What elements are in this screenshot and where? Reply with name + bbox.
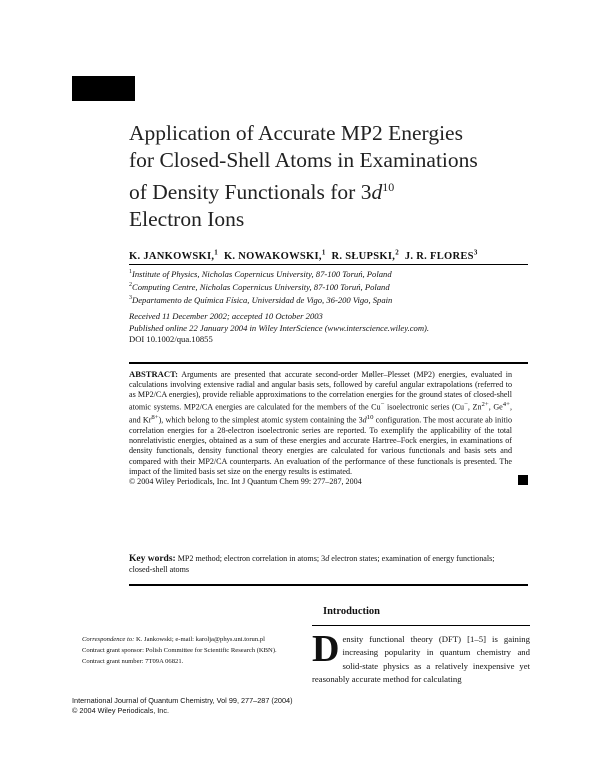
author-4-sup: 3 bbox=[473, 248, 478, 256]
abstract-text-1: Arguments are presented that accurate second-order Møller–Plesset (MP2) energies, evaluated in calculations involving extensive radial and angular basis sets, followed by careful angular extrapolations (referred to as MP2/CA energies), provide reliable approximations to the correlation energies for the ground states of closed-shell atomic systems. MP2/CA energies are calculated for the members of the Cu bbox=[129, 370, 512, 413]
abstract-sup-cu: − bbox=[464, 401, 468, 409]
author-3-name: R. SŁUPSKI, bbox=[331, 250, 396, 262]
author-4-name: J. R. FLORES bbox=[404, 250, 474, 262]
affiliation-2 bbox=[129, 279, 529, 293]
abstract-rule bbox=[129, 362, 528, 364]
author-rule bbox=[129, 264, 528, 265]
abstract-sup-zn: 2+ bbox=[481, 401, 489, 409]
footnotes bbox=[72, 635, 292, 668]
abstract-sup-1: − bbox=[380, 401, 385, 409]
author-1-name: K. JANKOWSKI, bbox=[129, 250, 215, 262]
article-title bbox=[129, 120, 549, 233]
affiliation-3 bbox=[129, 292, 529, 306]
received-date: Received 11 December 2002; accepted 10 October 2003 bbox=[129, 311, 323, 321]
abstract-text-3: , Zn bbox=[467, 403, 482, 413]
abstract-sup-10: 10 bbox=[366, 414, 374, 422]
author-1 bbox=[129, 248, 219, 262]
affiliation-1 bbox=[129, 266, 529, 280]
keywords-text-2: electron states; examination of energy functionals; closed-shell atoms bbox=[129, 554, 495, 574]
keywords-label: Key words: bbox=[129, 554, 176, 564]
author-list bbox=[129, 248, 529, 262]
abstract-text-4: , Ge bbox=[488, 403, 503, 413]
author-2-sup: 1 bbox=[321, 248, 326, 256]
affiliation-3-sup: 3 bbox=[129, 295, 132, 301]
abstract-text-5: , and Kr bbox=[129, 403, 512, 425]
abstract-d: d bbox=[362, 416, 367, 425]
journal-citation: International Journal of Quantum Chemistry, Vol 99, 277–287 (2004) bbox=[72, 696, 293, 705]
title-line-3-prefix: of Density Functionals for 3 bbox=[129, 180, 372, 205]
drop-cap: D bbox=[312, 628, 340, 670]
abstract-text-2: isoelectronic series (Cu bbox=[384, 403, 465, 413]
author-3-sup: 2 bbox=[395, 248, 399, 256]
title-line-1: Application of Accurate MP2 Energies bbox=[129, 121, 463, 145]
abstract-sup-ge: 4+ bbox=[502, 401, 510, 409]
article-dates bbox=[129, 311, 529, 346]
title-line-4: Electron Ions bbox=[129, 207, 245, 232]
author-4 bbox=[404, 248, 478, 262]
keywords bbox=[129, 554, 512, 575]
doi[interactable]: DOI 10.1002/qua.10855 bbox=[129, 334, 213, 345]
correspondence-text: K. Jankowski; e-mail: karolja@phys.uni.torun.pl bbox=[134, 636, 265, 643]
keywords-d: d bbox=[325, 554, 330, 563]
section-marker-square bbox=[518, 475, 528, 485]
page-footer bbox=[72, 696, 293, 715]
correspondence-label: Correspondence to: bbox=[82, 636, 135, 643]
title-d: d bbox=[371, 180, 383, 205]
footer-copyright: © 2004 Wiley Periodicals, Inc. bbox=[72, 705, 170, 715]
title-line-3 bbox=[129, 174, 549, 206]
keywords-rule bbox=[129, 584, 528, 586]
published-date: Published online 22 January 2004 in Wiley InterScience (www.interscience.wiley.com). bbox=[129, 322, 430, 333]
title-sup: 10 bbox=[382, 180, 395, 194]
keywords-text-1: MP2 method; electron correlation in atoms; 3 bbox=[175, 554, 326, 563]
introduction-body: ensity functional theory (DFT) [1–5] is gaining increasing popularity in quantum chemistry and solid-state physics as a relatively inexpensive yet reasonably accurate method for calculating bbox=[312, 634, 530, 685]
affiliation-1-text: Institute of Physics, Nicholas Copernicus University, 87-100 Toruń, Poland bbox=[132, 268, 392, 279]
introduction-rule bbox=[312, 625, 530, 626]
affiliation-2-text: Computing Centre, Nicholas Copernicus University, 87-100 Toruń, Poland bbox=[132, 281, 390, 292]
introduction-heading: Introduction bbox=[323, 606, 380, 617]
abstract-sup-kr: 8+ bbox=[151, 414, 159, 422]
abstract bbox=[129, 369, 512, 487]
author-2-name: K. NOWAKOWSKI, bbox=[223, 250, 322, 262]
grant-sponsor-note: Contract grant sponsor: Polish Committee for Scientific Research (KBN). bbox=[82, 646, 277, 654]
grant-number-note: Contract grant number: 7T09A 06821. bbox=[82, 657, 184, 665]
abstract-label: ABSTRACT: bbox=[129, 369, 179, 379]
affiliation-3-text: Departamento de Química Física, Universidad de Vigo, 36-200 Vigo, Spain bbox=[132, 294, 393, 305]
abstract-text-7: configuration. The most accurate ab initio correlation energies for a 28-electron isoelectronic series are reported. To exemplify the applicability of the total nonrelativistic energies, obtained as a sum of these energies and accurate Hartree–Fock energies, in examinations of density functionals, density functional theory energies are calculated for various functionals and basis sets and compared with their MP2/CA counterparts. An evaluation of the performance of these functionals is presented. The impact of the limited basis set size on the energy results is estimated. bbox=[129, 416, 512, 476]
correspondence-note bbox=[72, 635, 292, 645]
author-1-sup: 1 bbox=[214, 248, 219, 256]
author-2 bbox=[223, 248, 326, 262]
affiliation-2-sup: 2 bbox=[129, 282, 132, 288]
title-line-2: for Closed-Shell Atoms in Examinations bbox=[129, 148, 478, 172]
introduction-text bbox=[312, 628, 530, 687]
abstract-copyright: © 2004 Wiley Periodicals, Inc. Int J Quantum Chem 99: 277–287, 2004 bbox=[129, 476, 362, 486]
abstract-text-6: ), which belong to the simplest atomic system containing the 3 bbox=[158, 416, 363, 425]
journal-section-marker bbox=[72, 76, 135, 101]
author-3 bbox=[331, 248, 399, 262]
affiliation-1-sup: 1 bbox=[129, 269, 132, 275]
